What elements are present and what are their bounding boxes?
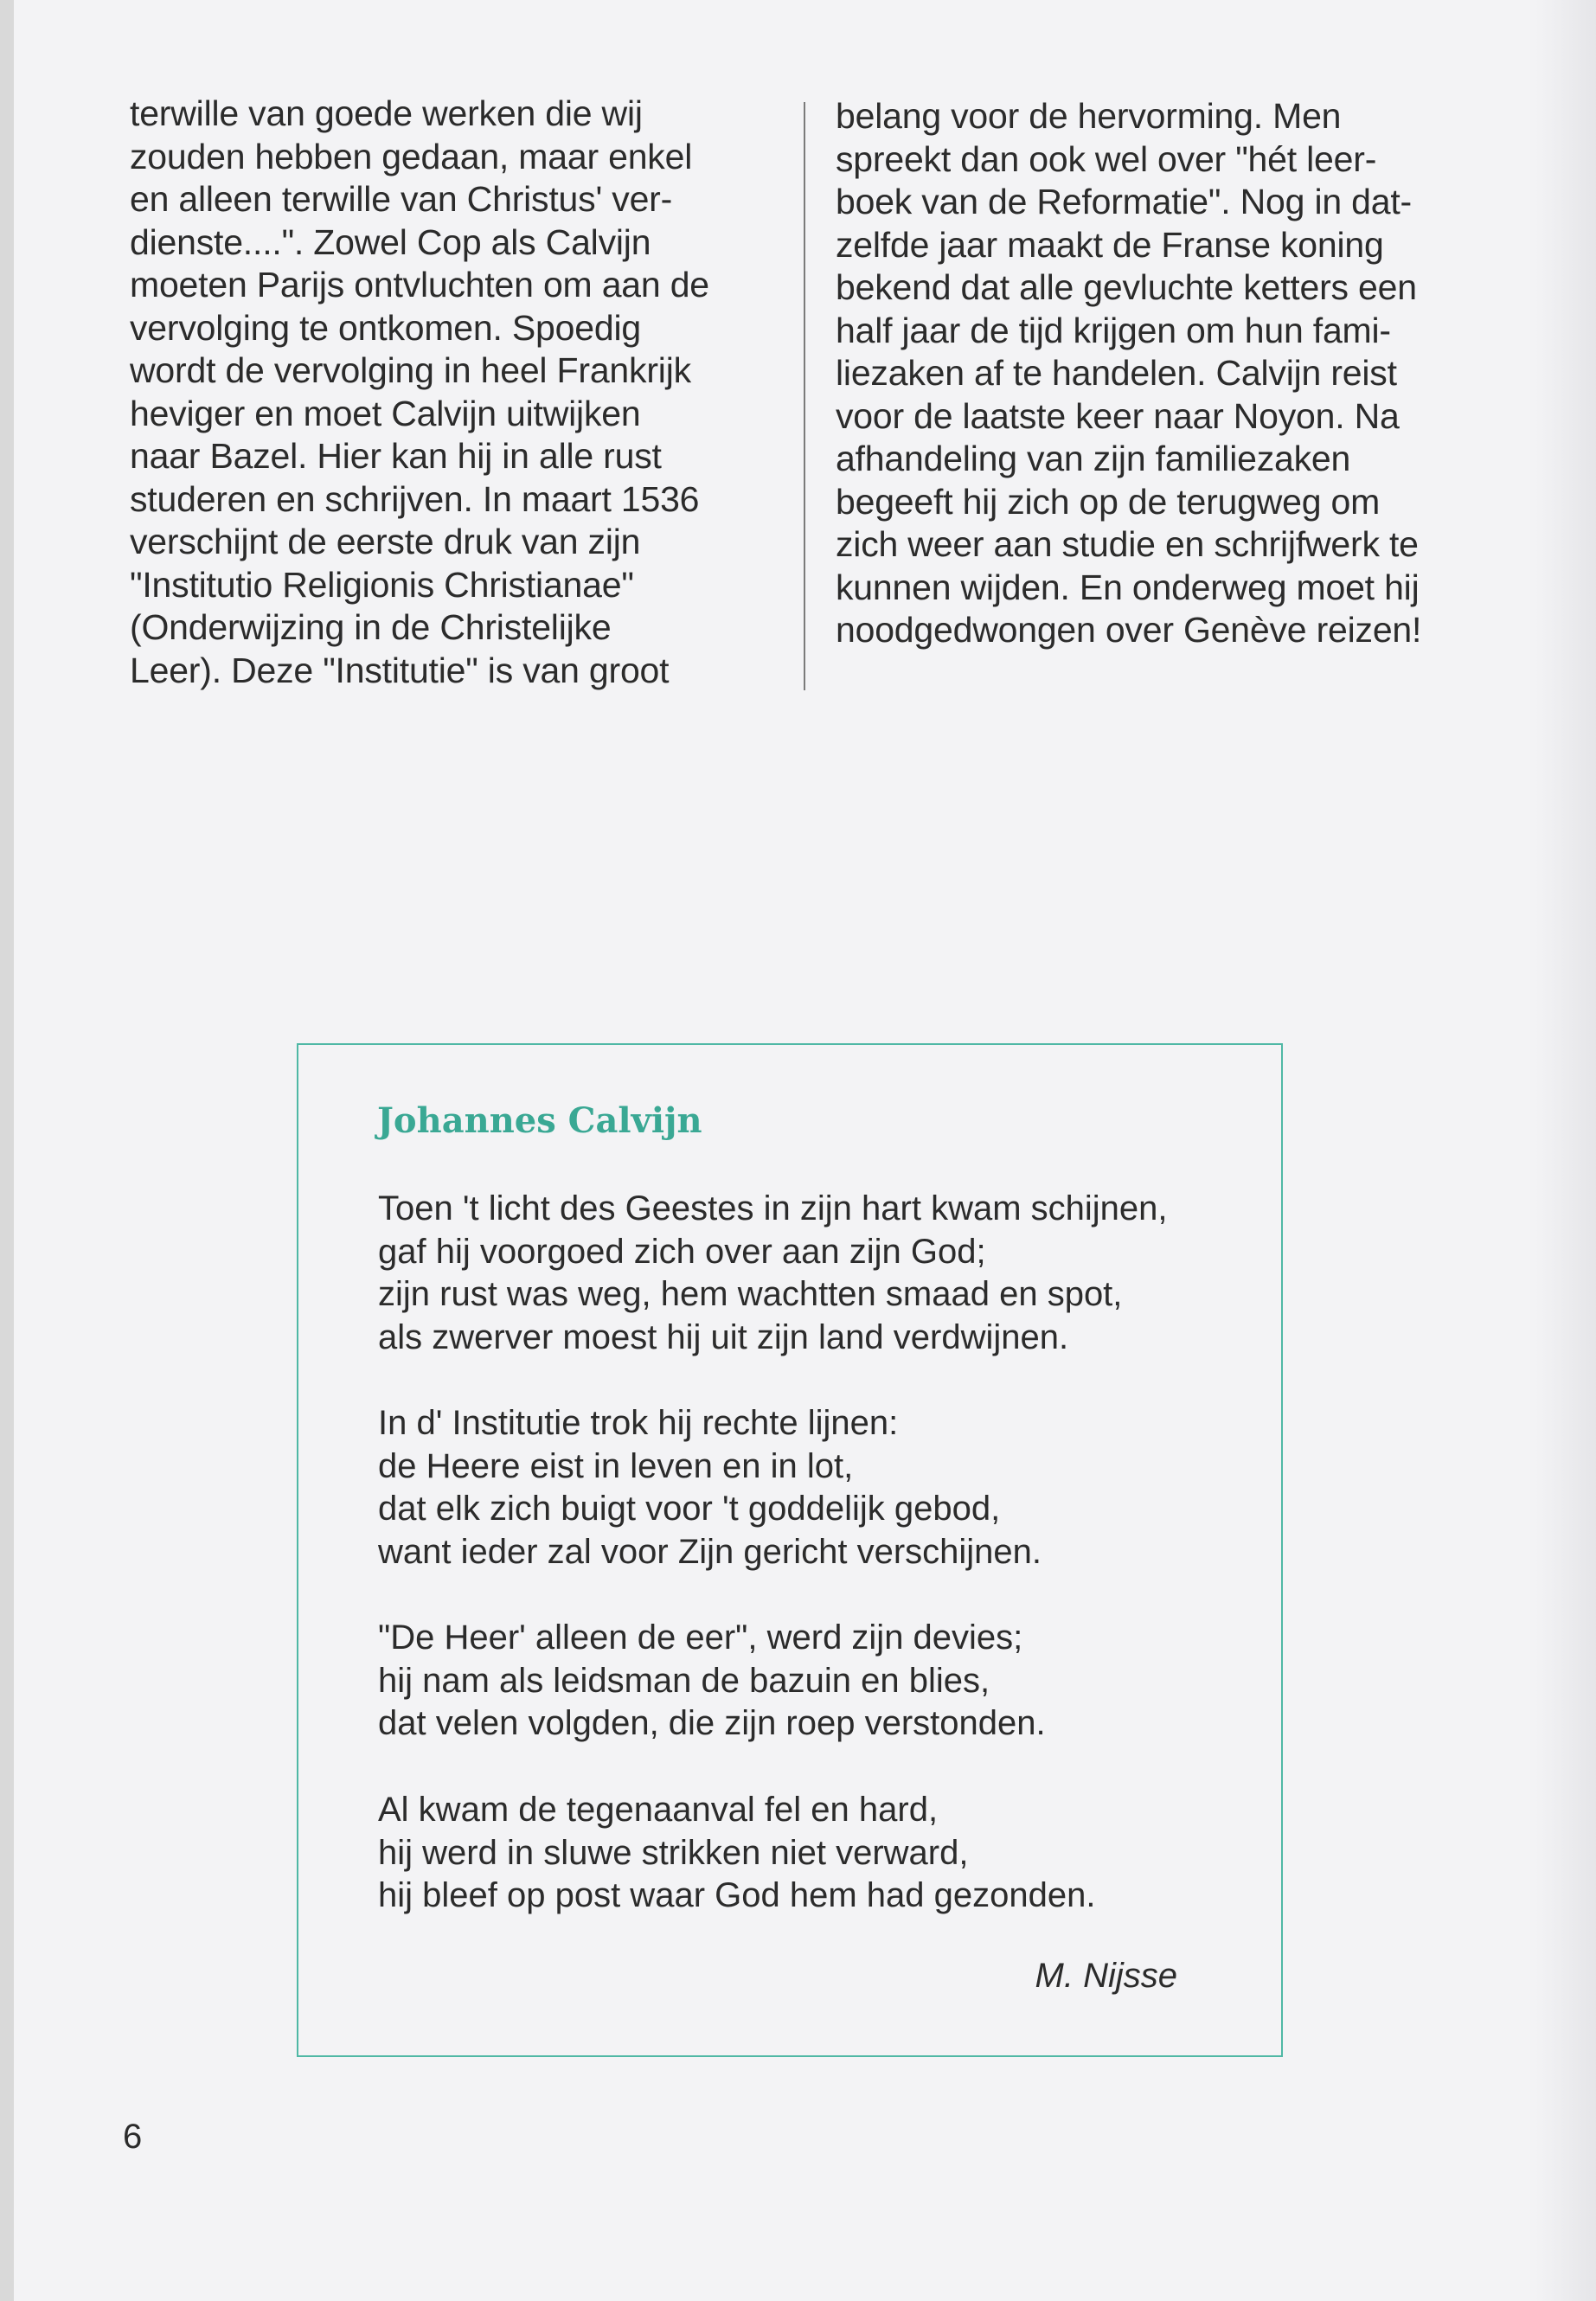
poem-stanza-2 [378, 1402, 1042, 1574]
right-column-line: begeeft hij zich op de terugweg om [836, 481, 1381, 522]
poem-title: Johannes Calvijn [377, 1100, 702, 1141]
right-column-line: kunnen wijden. En onderweg moet hij [836, 567, 1420, 607]
poem-line: want ieder zal voor Zijn gericht verschijnen. [378, 1532, 1042, 1571]
poem-line: "De Heer' alleen de eer", werd zijn devies; [378, 1618, 1023, 1657]
right-column-line: zich weer aan studie en schrijfwerk te [836, 524, 1419, 564]
page-edge-shadow [1535, 0, 1596, 2301]
poem-line: als zwerver moest hij uit zijn land verdwijnen. [378, 1317, 1069, 1356]
left-column-line: wordt de vervolging in heel Frankrijk [130, 350, 691, 390]
left-column-line: dienste....". Zowel Cop als Calvijn [130, 221, 651, 262]
poem-line: de Heere eist in leven en in lot, [378, 1446, 854, 1485]
left-column-line: zouden hebben gedaan, maar enkel [130, 136, 693, 176]
page-number: 6 [123, 2118, 143, 2156]
poem-stanza-1 [378, 1188, 1168, 1359]
poem-line: hij nam als leidsman de bazuin en blies, [378, 1661, 990, 1700]
left-column-line: heviger en moet Calvijn uitwijken [130, 393, 641, 433]
poem-line: gaf hij voorgoed zich over aan zijn God; [378, 1232, 986, 1271]
right-column-line: voor de laatste keer naar Noyon. Na [836, 395, 1400, 436]
poem-box [297, 1043, 1283, 2057]
poem-stanza-3 [378, 1617, 1046, 1746]
right-column-line: boek van de Reformatie". Nog in dat- [836, 182, 1412, 221]
left-text-column [130, 93, 770, 692]
column-divider [804, 102, 805, 690]
poem-line: zijn rust was weg, hem wachtten smaad en spot, [378, 1275, 1123, 1313]
right-column-line: belang voor de hervorming. Men [836, 96, 1342, 136]
left-column-line: terwille van goede werken die wij [130, 93, 643, 133]
left-column-line: moeten Parijs ontvluchten om aan de [130, 265, 709, 304]
right-column-line: bekend dat alle gevluchte ketters een [836, 267, 1417, 307]
right-column-line: half jaar de tijd krijgen om hun fami- [836, 310, 1391, 350]
left-column-line: en alleen terwille van Christus' ver- [130, 179, 673, 219]
poem-line: Toen 't licht des Geestes in zijn hart kwam schijnen, [378, 1189, 1168, 1227]
right-column-line: spreekt dan ook wel over "hét leer- [836, 138, 1377, 179]
right-column-line: zelfde jaar maakt de Franse koning [836, 224, 1384, 265]
right-text-column [836, 95, 1476, 652]
left-column-line: studeren en schrijven. In maart 1536 [130, 478, 700, 519]
poem-line: In d' Institutie trok hij rechte lijnen: [378, 1404, 899, 1442]
left-column-line: vervolging te ontkomen. Spoedig [130, 307, 641, 348]
poem-author: M. Nijsse [1035, 1957, 1177, 1995]
poem-line: hij werd in sluwe strikken niet verward, [378, 1833, 969, 1872]
left-column-line: "Institutio Religionis Christianae" [130, 564, 634, 605]
left-column-line: verschijnt de eerste druk van zijn [130, 522, 641, 561]
right-column-line: noodgedwongen over Genève reizen! [836, 610, 1422, 650]
left-column-line: (Onderwijzing in de Christelijke [130, 607, 612, 647]
right-column-line: afhandeling van zijn familiezaken [836, 439, 1351, 478]
poem-stanza-4 [378, 1789, 1095, 1918]
poem-line: dat velen volgden, die zijn roep verstonden. [378, 1704, 1046, 1742]
left-column-line: Leer). Deze "Institutie" is van groot [130, 650, 670, 690]
left-column-line: naar Bazel. Hier kan hij in alle rust [130, 436, 662, 476]
poem-line: dat elk zich buigt voor 't goddelijk gebod, [378, 1490, 1001, 1528]
poem-line: Al kwam de tegenaanval fel en hard, [378, 1791, 939, 1829]
poem-line: hij bleef op post waar God hem had gezonden. [378, 1876, 1096, 1914]
right-column-line: liezaken af te handelen. Calvijn reist [836, 353, 1397, 393]
page [14, 0, 1596, 2301]
